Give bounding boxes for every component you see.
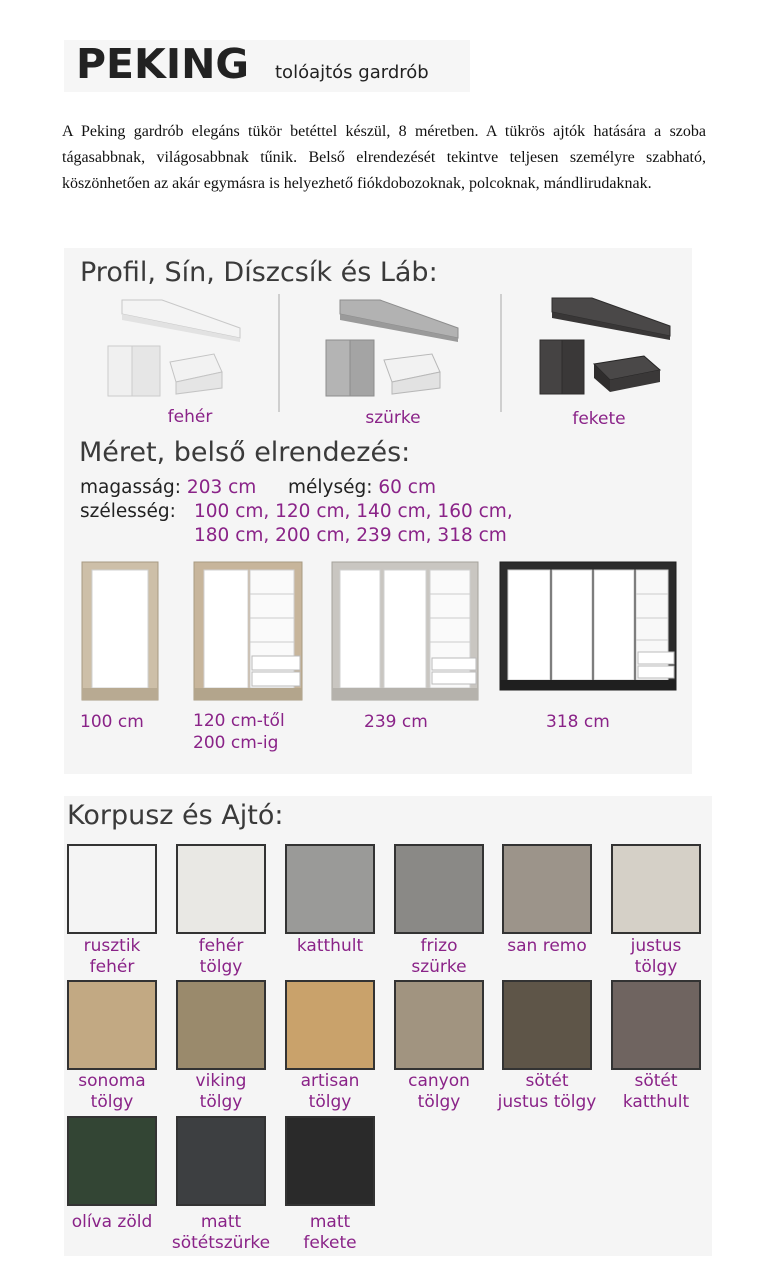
swatch-rusztik-feher[interactable] <box>67 844 157 934</box>
wardrobe-239-illustration <box>330 560 480 702</box>
profile-black-illustration <box>534 294 694 394</box>
wardrobe-label-318: 318 cm <box>546 712 610 732</box>
profile-label-white: fehér <box>167 407 213 427</box>
swatch-canyon-tolgy[interactable] <box>394 980 484 1070</box>
wardrobe-100-illustration <box>80 560 160 702</box>
finish-label-11-line1: sötét <box>634 1071 678 1091</box>
swatch-sonoma-tolgy[interactable] <box>67 980 157 1070</box>
finish-label-12-line1: olíva zöld <box>71 1212 153 1232</box>
finish-label-7-line2: tölgy <box>199 1092 243 1112</box>
finish-label-8-line2: tölgy <box>308 1092 352 1112</box>
brand-title: PEKING <box>76 40 250 88</box>
width-values-line2: 180 cm, 200 cm, 239 cm, 318 cm <box>194 525 507 546</box>
height-label: magasság: <box>80 477 182 498</box>
finish-label-14-line2: fekete <box>303 1233 357 1253</box>
finish-label-9-line1: canyon <box>408 1071 470 1091</box>
swatch-matt-sotetszurke[interactable] <box>176 1116 266 1206</box>
finish-label-3-line2: szürke <box>411 957 467 977</box>
width-values-line1: 100 cm, 120 cm, 140 cm, 160 cm, <box>194 501 513 522</box>
finish-label-4-line1: san remo <box>507 936 587 956</box>
swatch-feher-tolgy[interactable] <box>176 844 266 934</box>
wardrobe-label-120-line2: 200 cm-ig <box>193 733 279 753</box>
finish-label-1-line1: fehér <box>198 936 244 956</box>
wardrobe-120-200-illustration <box>192 560 304 702</box>
width-label: szélesség: <box>80 501 176 522</box>
finish-label-13-line2: sötétszürke <box>171 1233 271 1253</box>
finish-label-10-line2: justus tölgy <box>497 1092 597 1112</box>
depth-label: mélység: <box>288 477 373 498</box>
finish-label-11-line2: katthult <box>622 1092 690 1112</box>
profile-section-title: Profil, Sín, Díszcsík és Láb: <box>80 257 438 288</box>
wardrobe-label-120-line1: 120 cm-től <box>193 711 285 731</box>
swatch-sotet-katthult[interactable] <box>611 980 701 1070</box>
wardrobe-label-100: 100 cm <box>80 712 144 732</box>
swatch-frizo-szurke[interactable] <box>394 844 484 934</box>
profile-divider-1 <box>278 294 280 412</box>
finish-label-5-line2: tölgy <box>634 957 678 977</box>
swatch-oliva-zold[interactable] <box>67 1116 157 1206</box>
profile-divider-2 <box>500 294 502 412</box>
swatch-sotet-justus-tolgy[interactable] <box>502 980 592 1070</box>
finish-label-5-line1: justus <box>630 936 682 956</box>
finish-label-3-line1: frizo <box>420 936 458 956</box>
finish-label-6-line1: sonoma <box>78 1071 146 1091</box>
size-section-title: Méret, belső elrendezés: <box>79 437 411 468</box>
profile-white-illustration <box>104 296 264 396</box>
finish-label-9-line2: tölgy <box>417 1092 461 1112</box>
finish-label-13-line1: matt <box>200 1212 242 1232</box>
swatch-san-remo[interactable] <box>502 844 592 934</box>
swatch-viking-tolgy[interactable] <box>176 980 266 1070</box>
swatch-katthult[interactable] <box>285 844 375 934</box>
finish-label-14-line1: matt <box>309 1212 351 1232</box>
finish-label-1-line2: tölgy <box>199 957 243 977</box>
profile-grey-illustration <box>322 296 482 396</box>
swatch-justus-tolgy[interactable] <box>611 844 701 934</box>
finish-label-0-line2: fehér <box>89 957 135 977</box>
finishes-section-title: Korpusz és Ajtó: <box>67 800 284 831</box>
finish-label-8-line1: artisan <box>300 1071 360 1091</box>
height-value: 203 cm <box>186 477 257 498</box>
finish-label-10-line1: sötét <box>525 1071 569 1091</box>
finish-label-2-line1: katthult <box>296 936 364 956</box>
finish-label-7-line1: viking <box>195 1071 247 1091</box>
brand-subtitle: tolóajtós gardrób <box>275 62 429 83</box>
finish-label-6-line2: tölgy <box>90 1092 134 1112</box>
wardrobe-318-illustration <box>498 560 678 692</box>
depth-value: 60 cm <box>378 477 437 498</box>
height-spec <box>80 477 256 498</box>
profile-label-grey: szürke <box>365 408 421 428</box>
finish-label-0-line1: rusztik <box>83 936 141 956</box>
swatch-artisan-tolgy[interactable] <box>285 980 375 1070</box>
intro-paragraph: A Peking gardrób elegáns tükör betéttel készül, 8 méretben. A tükrös ajtók hatására a szoba tágasabbnak, világosabbnak tűnik. Belső elrendezését tekintve teljesen személyre szabható, köszönhetően az akár egymásra is helyezhető fiókdobozoknak, polcoknak, mándlirudaknak. <box>62 123 706 192</box>
wardrobe-label-239: 239 cm <box>364 712 428 732</box>
depth-spec <box>288 477 436 498</box>
swatch-matt-fekete[interactable] <box>285 1116 375 1206</box>
profile-label-black: fekete <box>572 409 626 429</box>
